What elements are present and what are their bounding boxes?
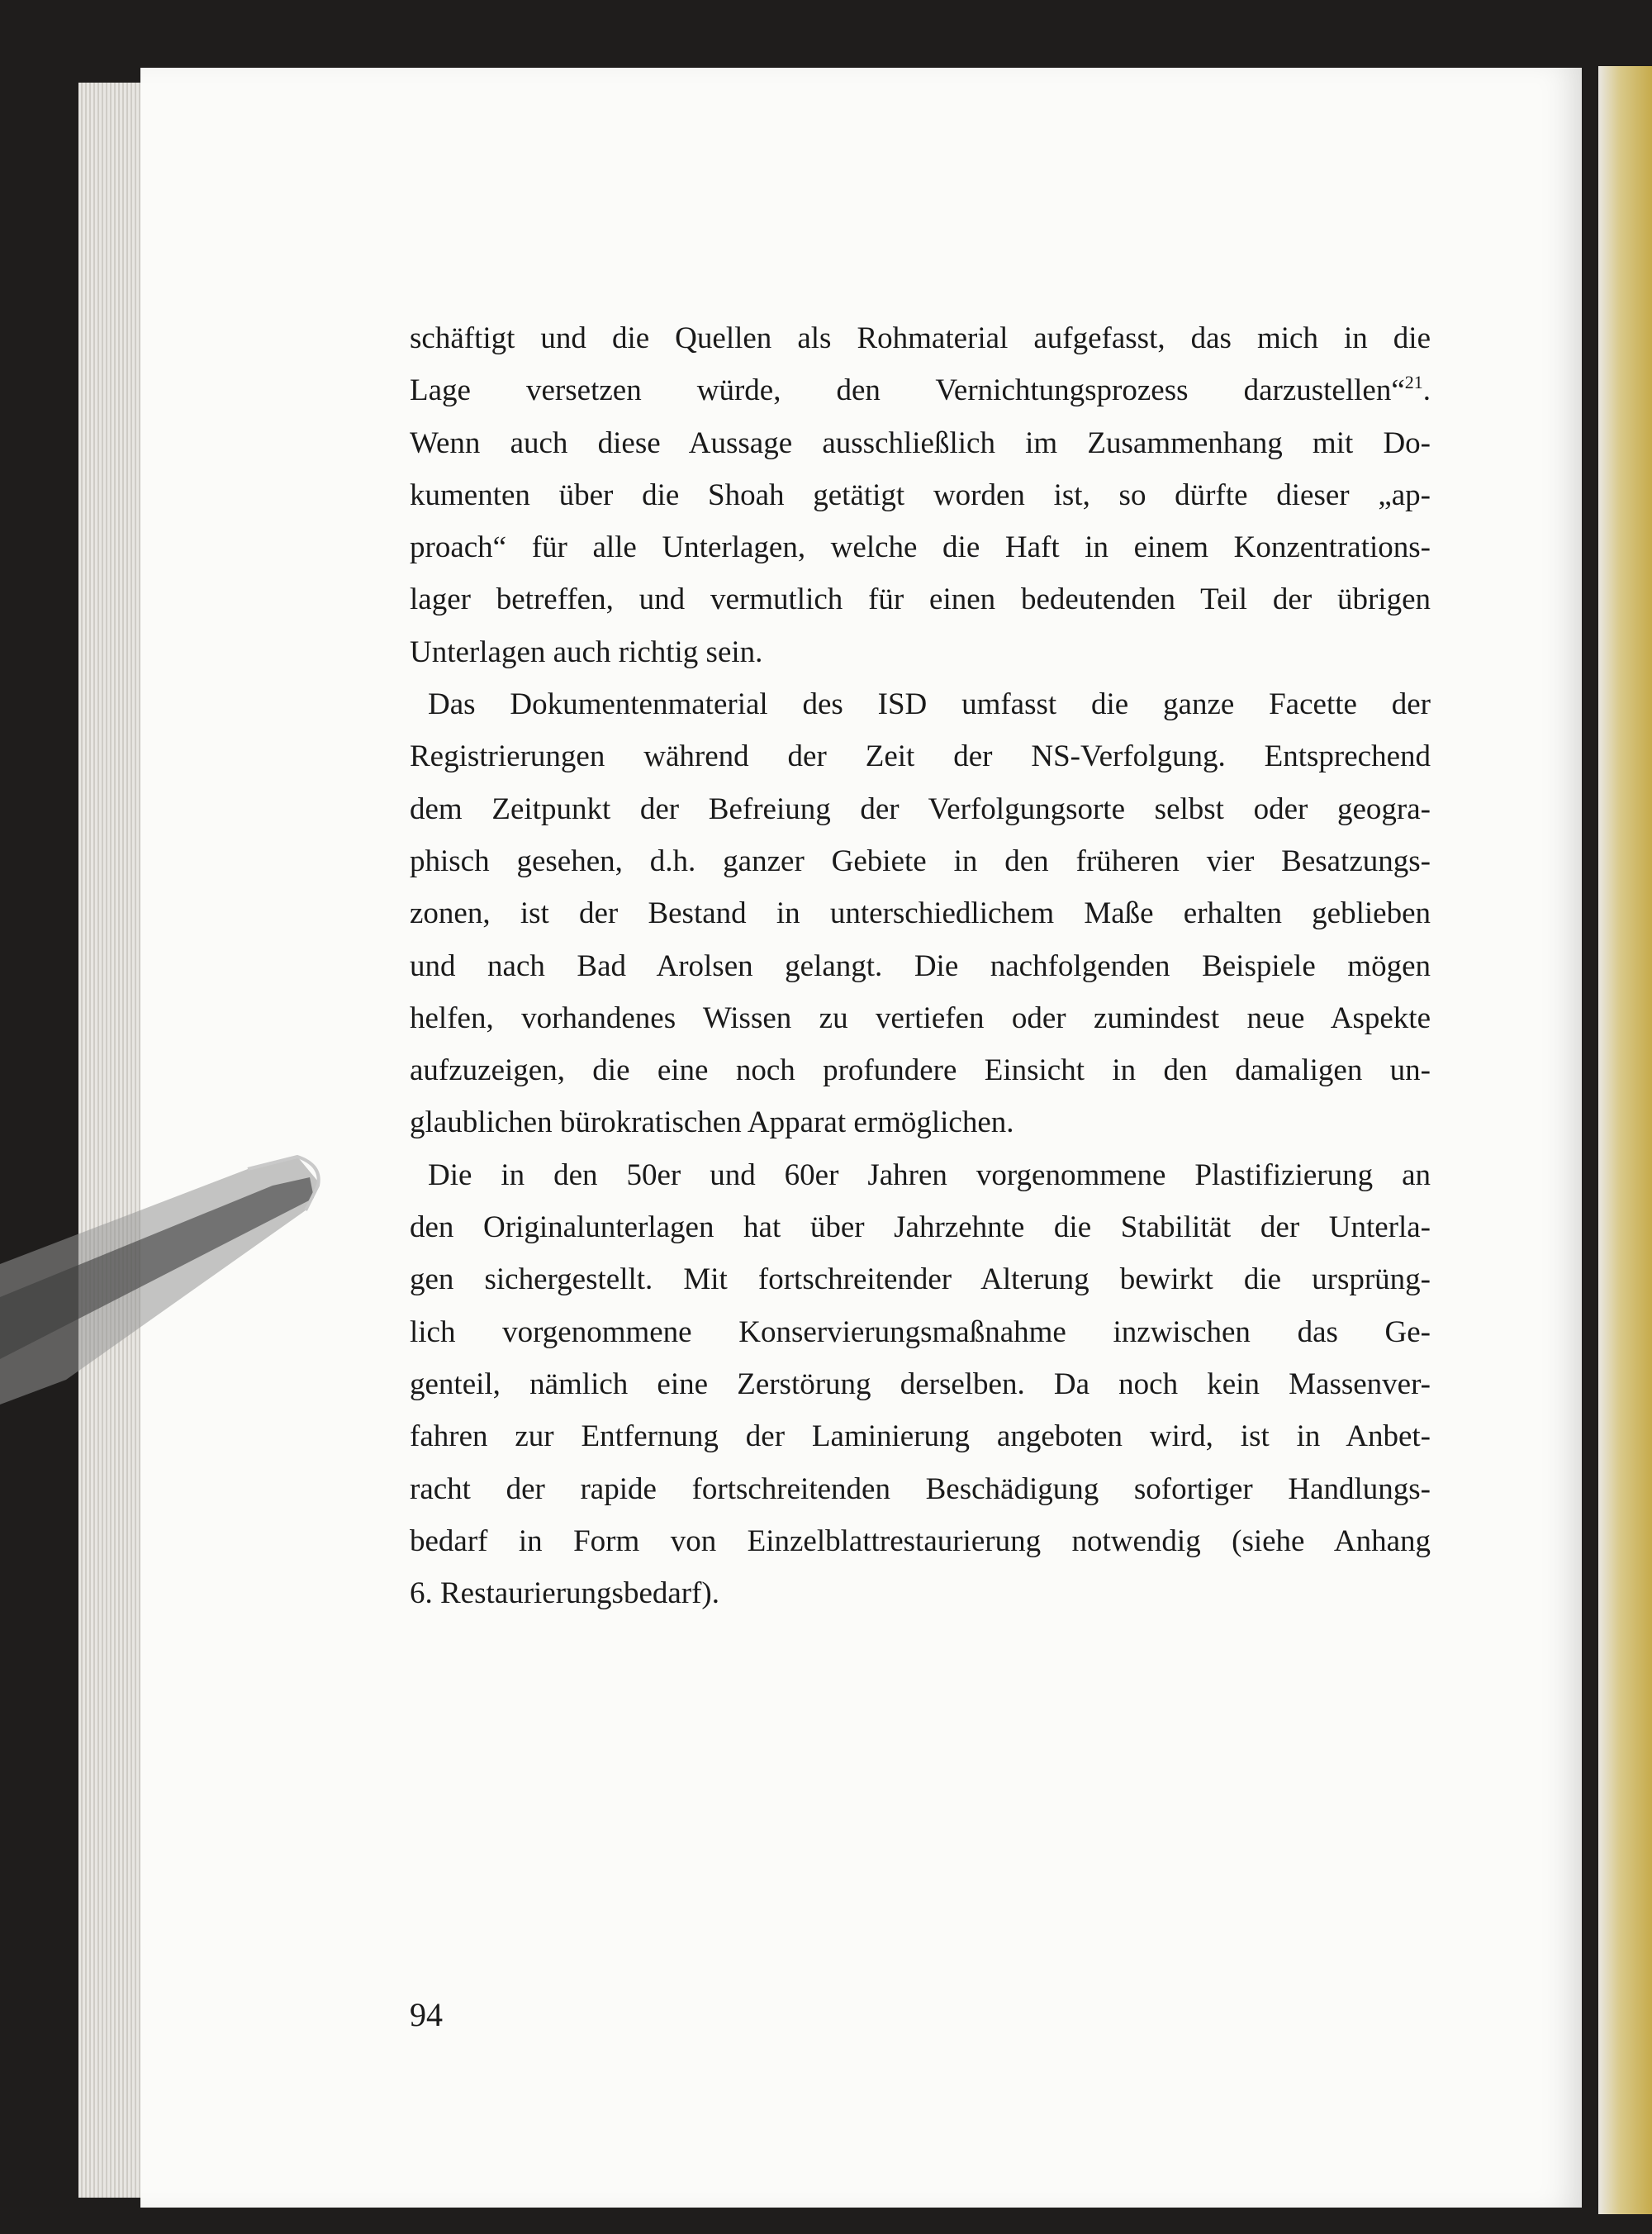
footnote-marker[interactable]: 21 [1404,372,1423,393]
body-text [410,312,1431,1619]
page-number: 94 [410,1996,443,2033]
text-line: proach“ für alle Unterlagen, welche die Haft in einem Konzentrations- [410,530,1431,565]
text-line: schäftigt und die Quellen als Rohmaterial aufgefasst, das mich in die [410,321,1431,355]
text-line: Unterlagen auch richtig sein. [410,635,763,669]
text-line: racht der rapide fortschreitenden Beschädigung sofortiger Handlungs- [410,1471,1431,1506]
text-line-end: . [1422,373,1431,408]
text-line: den Originalunterlagen hat über Jahrzehnte die Stabilität der Unterla- [410,1210,1431,1245]
text-line: genteil, nämlich eine Zerstörung derselben. Da noch kein Massenver- [410,1367,1431,1401]
text-line [410,364,1431,416]
text-line: gen sichergestellt. Mit fortschreitender Alterung bewirkt die ursprüng- [410,1262,1431,1297]
text-line-content: Lage versetzen würde, den Vernichtungsprozess darzustellen“ [410,373,1405,408]
text-line: helfen, vorhandenes Wissen zu vertiefen oder zumindest neue Aspekte [410,1001,1431,1035]
paragraph-2 [410,678,1431,1149]
page-holder-tool [0,1140,347,1413]
text-line: zonen, ist der Bestand in unterschiedlichem Maße erhalten geblieben [410,896,1431,931]
text-line: aufzuzeigen, die eine noch profundere Einsicht in den damaligen un- [410,1053,1431,1088]
text-line: 6. Restaurierungsbedarf). [410,1576,720,1611]
facing-page-edge [1598,66,1652,2214]
paragraph-3 [410,1149,1431,1620]
text-line: lich vorgenommene Konservierungsmaßnahme inzwischen das Ge- [410,1314,1431,1349]
text-line: dem Zeitpunkt der Befreiung der Verfolgungsorte selbst oder geogra- [410,791,1431,826]
text-line: Registrierungen während der Zeit der NS-Verfolgung. Entsprechend [410,739,1431,774]
text-line: fahren zur Entfernung der Laminierung angeboten wird, ist in Anbet- [410,1419,1431,1454]
text-line: glaublichen bürokratischen Apparat ermöglichen. [410,1105,1014,1140]
text-line: phisch gesehen, d.h. ganzer Gebiete in den früheren vier Besatzungs- [410,844,1431,878]
text-line: bedarf in Form von Einzelblattrestaurierung notwendig (siehe Anhang [410,1523,1431,1558]
text-line: Das Dokumentenmaterial des ISD umfasst die ganze Facette der [428,687,1431,722]
text-line: kumenten über die Shoah getätigt worden ist, so dürfte dieser „ap- [410,478,1431,512]
text-line: Die in den 50er und 60er Jahren vorgenommene Plastifizierung an [428,1157,1431,1192]
text-line: und nach Bad Arolsen gelangt. Die nachfolgenden Beispiele mögen [410,948,1431,983]
paragraph-1 [410,312,1431,678]
text-line: lager betreffen, und vermutlich für einen bedeutenden Teil der übrigen [410,582,1431,617]
text-line: Wenn auch diese Aussage ausschließlich im Zusammenhang mit Do- [410,425,1431,460]
